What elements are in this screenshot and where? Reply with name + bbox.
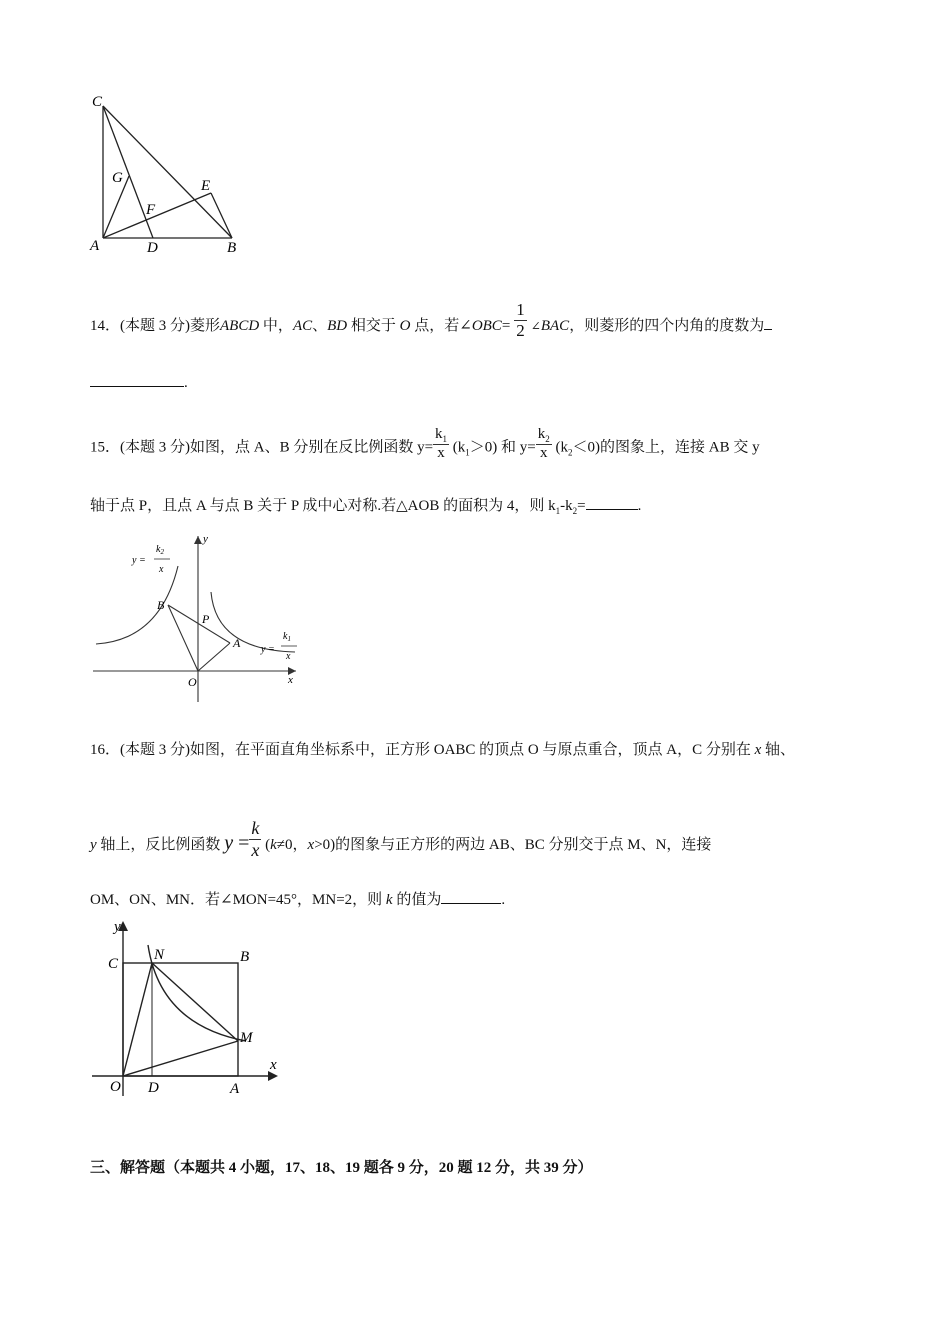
q16-line2-y: y [90,836,97,853]
q14-blank-start[interactable] [764,315,772,330]
square-figure-q16 [88,915,288,1097]
q15-cond1: (k [449,439,466,456]
q14-mid1: 中， [259,317,293,334]
q15-cond2: (k [551,439,569,456]
q15-line2-b: -k [560,498,573,514]
q14-mid2: 相交于 [347,317,400,334]
q15-line2-end: . [637,498,642,514]
q15-line2-sub2: 2 [572,506,578,516]
q16-func-eq: = [233,831,250,854]
label-x-den-k2: x [159,564,164,575]
q15-line2-a: 轴于点 P，且点 A 与点 B 关于 P 成中心对称.若△AOB 的面积为 4，则 k [90,498,556,514]
label-f: F [146,202,156,218]
segment-nm [152,963,238,1041]
q15-answer-blank[interactable] [586,495,638,510]
q16-line3-a: OM、ON、MN．若∠MON=45°，MN=2，则 [90,892,386,908]
label-k1 [283,631,291,643]
q14-frac-den: 2 [516,321,525,340]
q14-eq: = [501,317,511,334]
q14-bac: BAC [540,317,570,334]
label-b: B [157,598,165,612]
label-d: D [147,240,158,256]
q15-f2-num-sub: 2 [545,434,550,444]
y-axis-arrow [194,536,202,544]
q16-line2-k: k [270,836,277,853]
label-e: E [201,178,211,194]
q15-fraction-2 [536,426,552,462]
label-d: D [148,1080,159,1096]
curve-k2 [96,566,178,644]
label-y-axis: y [203,533,208,545]
segment-ab [168,605,230,643]
label-o: O [188,675,197,689]
label-b: B [227,240,237,256]
q16-line3-b: 的值为 [392,892,442,908]
q16-line1-b: 轴、 [761,742,796,758]
q14-suffix: ，则菱形的四个内角的度数为 [569,317,765,334]
segment-cd [103,106,153,238]
q15-f2-den: x [540,445,548,461]
q14-mid3: 点，若∠ [410,317,472,334]
q15-f1-den: x [437,445,445,461]
question-16-line1 [90,738,795,759]
label-x-axis: x [270,1057,277,1073]
q16-func-num: k [251,818,260,838]
question-15-line1 [90,426,760,466]
q14-bd: BD [327,317,348,334]
q14-abcd: ABCD [220,317,260,334]
label-m: M [240,1030,253,1046]
section-3-heading: 三、解答题（本题共 4 小题，17、18、19 题各 9 分，20 题 12 分，共 39 分） [90,1160,593,1176]
segment-oa [198,643,230,671]
q16-line2-a: 轴上，反比例函数 [96,836,225,853]
q15-f1-num-sub: 1 [442,434,448,444]
segment-on [123,963,152,1076]
question-14-line1 [90,300,772,347]
q16-func-den: x [251,840,260,860]
label-k2 [156,544,164,556]
q16-func-y: y [224,831,234,854]
q15-cond1-sub: 1 [465,447,470,458]
label-k1-sub: 1 [287,635,291,643]
segment-eb [211,193,232,238]
label-k2-sub: 2 [160,548,164,556]
label-c: C [108,956,119,972]
question-16-line2 [90,818,712,867]
question-15-line2 [90,494,641,516]
q16-line1-a: 16．(本题 3 分)如图，在平面直角坐标系中，正方形 OABC 的顶点 O 与原点重合，顶点 A，C 分别在 [90,742,755,758]
label-k2-k: k [156,544,161,555]
label-a: A [230,1081,240,1097]
q14-ac: AC [292,317,313,334]
eq-y-k2: y = [132,555,146,566]
q15-f1-num: k [435,426,443,442]
q15-cond2-end: ＜0)的图象上，连接 AB 交 y [572,439,760,456]
label-n: N [154,947,165,963]
triangle-figure-q13 [88,92,248,258]
q16-func-fraction [249,818,261,861]
q16-line2-c: ≠0， [276,836,308,853]
q14-angle: ∠ [530,318,541,333]
q15-cond2-sub: 2 [568,447,573,458]
q16-line2-x: x [307,836,315,853]
question-14-line2 [90,372,188,392]
q14-sep: 、 [312,317,328,334]
q14-prefix: 14．(本题 3 分)菱形 [90,317,220,334]
label-k1-k: k [283,631,288,642]
q15-prefix: 15．(本题 3 分)如图，点 A、B 分别在反比例函数 y= [90,439,434,456]
q15-cond1-end: ＞0) 和 y= [469,439,536,456]
q16-line3-k: k [385,892,393,908]
q16-line1-x: x [754,742,762,758]
q14-fraction [514,300,527,341]
label-c: C [92,94,103,110]
q16-line3-end: . [501,892,506,908]
q14-obc: OBC [471,317,502,334]
label-o: O [110,1079,121,1095]
curve-k1 [211,592,295,652]
q14-answer-blank[interactable] [90,372,184,387]
q15-line2-c: = [577,498,586,514]
q14-o: O [399,317,411,334]
label-p: P [202,612,210,626]
label-a: A [90,238,100,254]
label-x-den-k1: x [286,651,291,662]
label-b: B [240,949,250,965]
label-a: A [233,636,241,650]
hyperbola-figure-q15 [90,530,305,705]
question-16-line3 [90,888,505,909]
q16-line2-d: >0)的图象与正方形的两边 AB、BC 分别交于点 M、N，连接 [314,836,712,853]
label-x-axis: x [288,674,293,686]
q14-frac-num: 1 [516,300,525,319]
q15-fraction-1 [433,426,449,462]
eq-y-k1: y = [261,644,275,655]
q15-line2-sub1: 1 [555,506,561,516]
label-y-axis: y [114,919,121,935]
q16-answer-blank[interactable] [441,889,501,904]
q16-line2-b: ( [261,836,271,853]
segment-ob [168,605,198,671]
segment-om [123,1041,238,1076]
label-g: G [112,170,123,186]
q15-f2-num: k [537,426,546,442]
q14-line2-end: . [184,375,188,391]
